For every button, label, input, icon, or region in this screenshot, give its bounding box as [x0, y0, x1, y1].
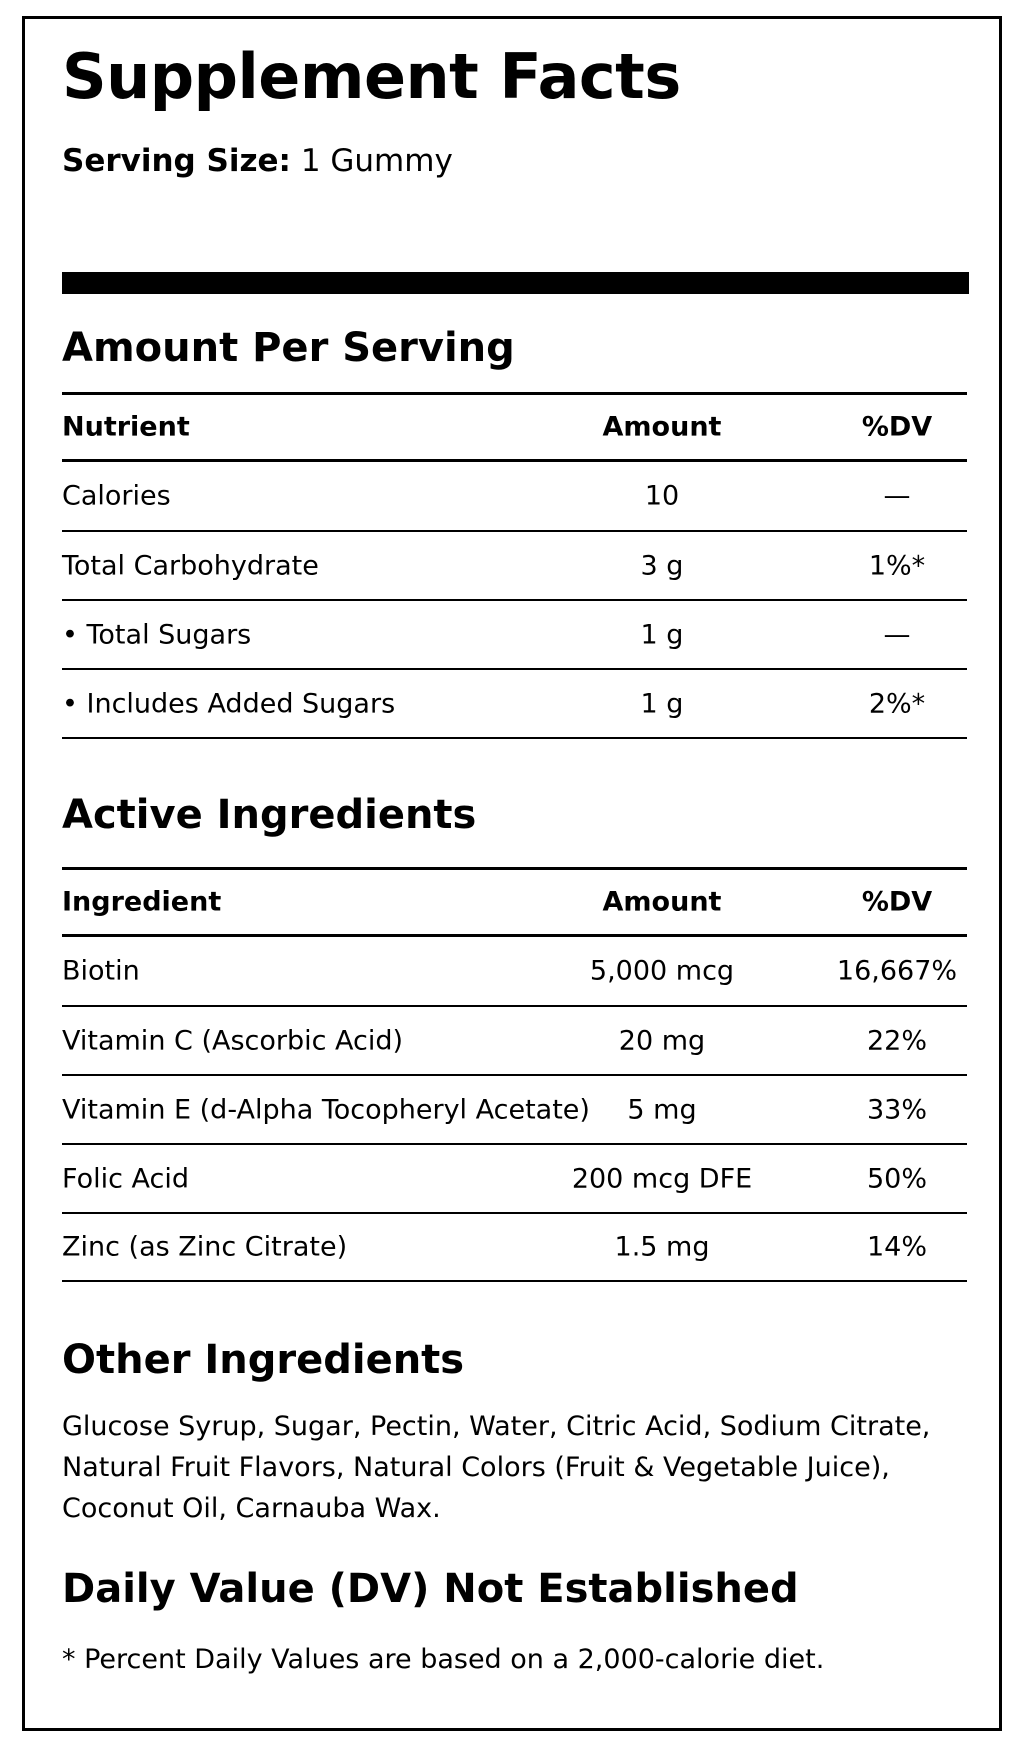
- other-ingredients-text: Glucose Syrup, Sugar, Pectin, Water, Citric Acid, Sodium Citrate, Natural Fruit Flavors, Natural Colors (Fruit & Vegetable Juice), Coconut Oil, Carnauba Wax.: [62, 1411, 931, 1524]
- table-row: [62, 668, 967, 739]
- column-header-dv: %DV: [861, 411, 933, 443]
- ingredient-name: Vitamin C (Ascorbic Acid): [62, 1025, 404, 1056]
- ingredient-name: Zinc (as Zinc Citrate): [62, 1231, 348, 1263]
- table-row: [62, 1074, 967, 1143]
- nutrient-table: [62, 392, 967, 739]
- nutrient-dv: 1%*: [868, 550, 926, 581]
- nutrient-name: • Total Sugars: [62, 619, 252, 650]
- ingredient-dv: 16,667%: [836, 955, 958, 987]
- table-row: [62, 462, 967, 530]
- ingredient-amount: 1.5 mg: [614, 1231, 710, 1263]
- nutrient-amount: 10: [644, 480, 680, 512]
- dv-footnote: * Percent Daily Values are based on a 2,000-calorie diet.: [62, 1644, 825, 1675]
- nutrient-dv: 2%*: [868, 688, 926, 719]
- ingredient-name: Vitamin E (d-Alpha Tocopheryl Acetate): [62, 1094, 590, 1125]
- ingredient-dv: 50%: [866, 1163, 927, 1194]
- nutrient-dv: —: [883, 619, 911, 650]
- column-header-ingredient: Ingredient: [62, 886, 222, 918]
- nutrient-dv: —: [883, 480, 911, 512]
- nutrient-amount: 3 g: [640, 550, 684, 581]
- serving-size-value: 1 Gummy: [300, 143, 453, 179]
- active-ingredients-table: [62, 867, 967, 1282]
- ingredient-dv: 22%: [866, 1025, 927, 1056]
- table-row: [62, 1143, 967, 1212]
- ingredient-amount: 5,000 mcg: [589, 955, 735, 987]
- column-header-nutrient: Nutrient: [62, 411, 190, 443]
- amount-per-serving-heading: Amount Per Serving: [62, 325, 515, 371]
- table-row: [62, 1005, 967, 1074]
- ingredient-dv: 33%: [866, 1094, 927, 1125]
- other-ingredients-heading: Other Ingredients: [62, 1337, 465, 1383]
- table-header-row: [62, 867, 967, 937]
- nutrient-name: Calories: [62, 480, 171, 512]
- ingredient-name: Biotin: [62, 955, 140, 987]
- ingredient-dv: 14%: [866, 1231, 927, 1263]
- nutrient-name: • Includes Added Sugars: [62, 688, 396, 719]
- ingredient-amount: 5 mg: [627, 1094, 697, 1125]
- ingredient-amount: 20 mg: [618, 1025, 706, 1056]
- dv-not-established-heading: Daily Value (DV) Not Established: [62, 1566, 799, 1612]
- column-header-dv: %DV: [861, 886, 933, 918]
- table-row: [62, 530, 967, 599]
- nutrient-amount: 1 g: [640, 619, 684, 650]
- table-row: [62, 1212, 967, 1282]
- nutrient-name: Total Carbohydrate: [62, 550, 319, 581]
- serving-size-label: Serving Size:: [62, 143, 291, 179]
- column-header-amount: Amount: [602, 886, 722, 918]
- section-divider-bar: [62, 272, 969, 294]
- table-header-row: [62, 392, 967, 462]
- active-ingredients-heading: Active Ingredients: [62, 792, 477, 838]
- ingredient-amount: 200 mcg DFE: [571, 1163, 753, 1194]
- ingredient-name: Folic Acid: [62, 1163, 189, 1194]
- column-header-amount: Amount: [602, 411, 722, 443]
- table-row: [62, 599, 967, 668]
- page-title: Supplement Facts: [62, 40, 681, 113]
- nutrient-amount: 1 g: [640, 688, 684, 719]
- serving-size: [62, 143, 453, 179]
- table-row: [62, 937, 967, 1005]
